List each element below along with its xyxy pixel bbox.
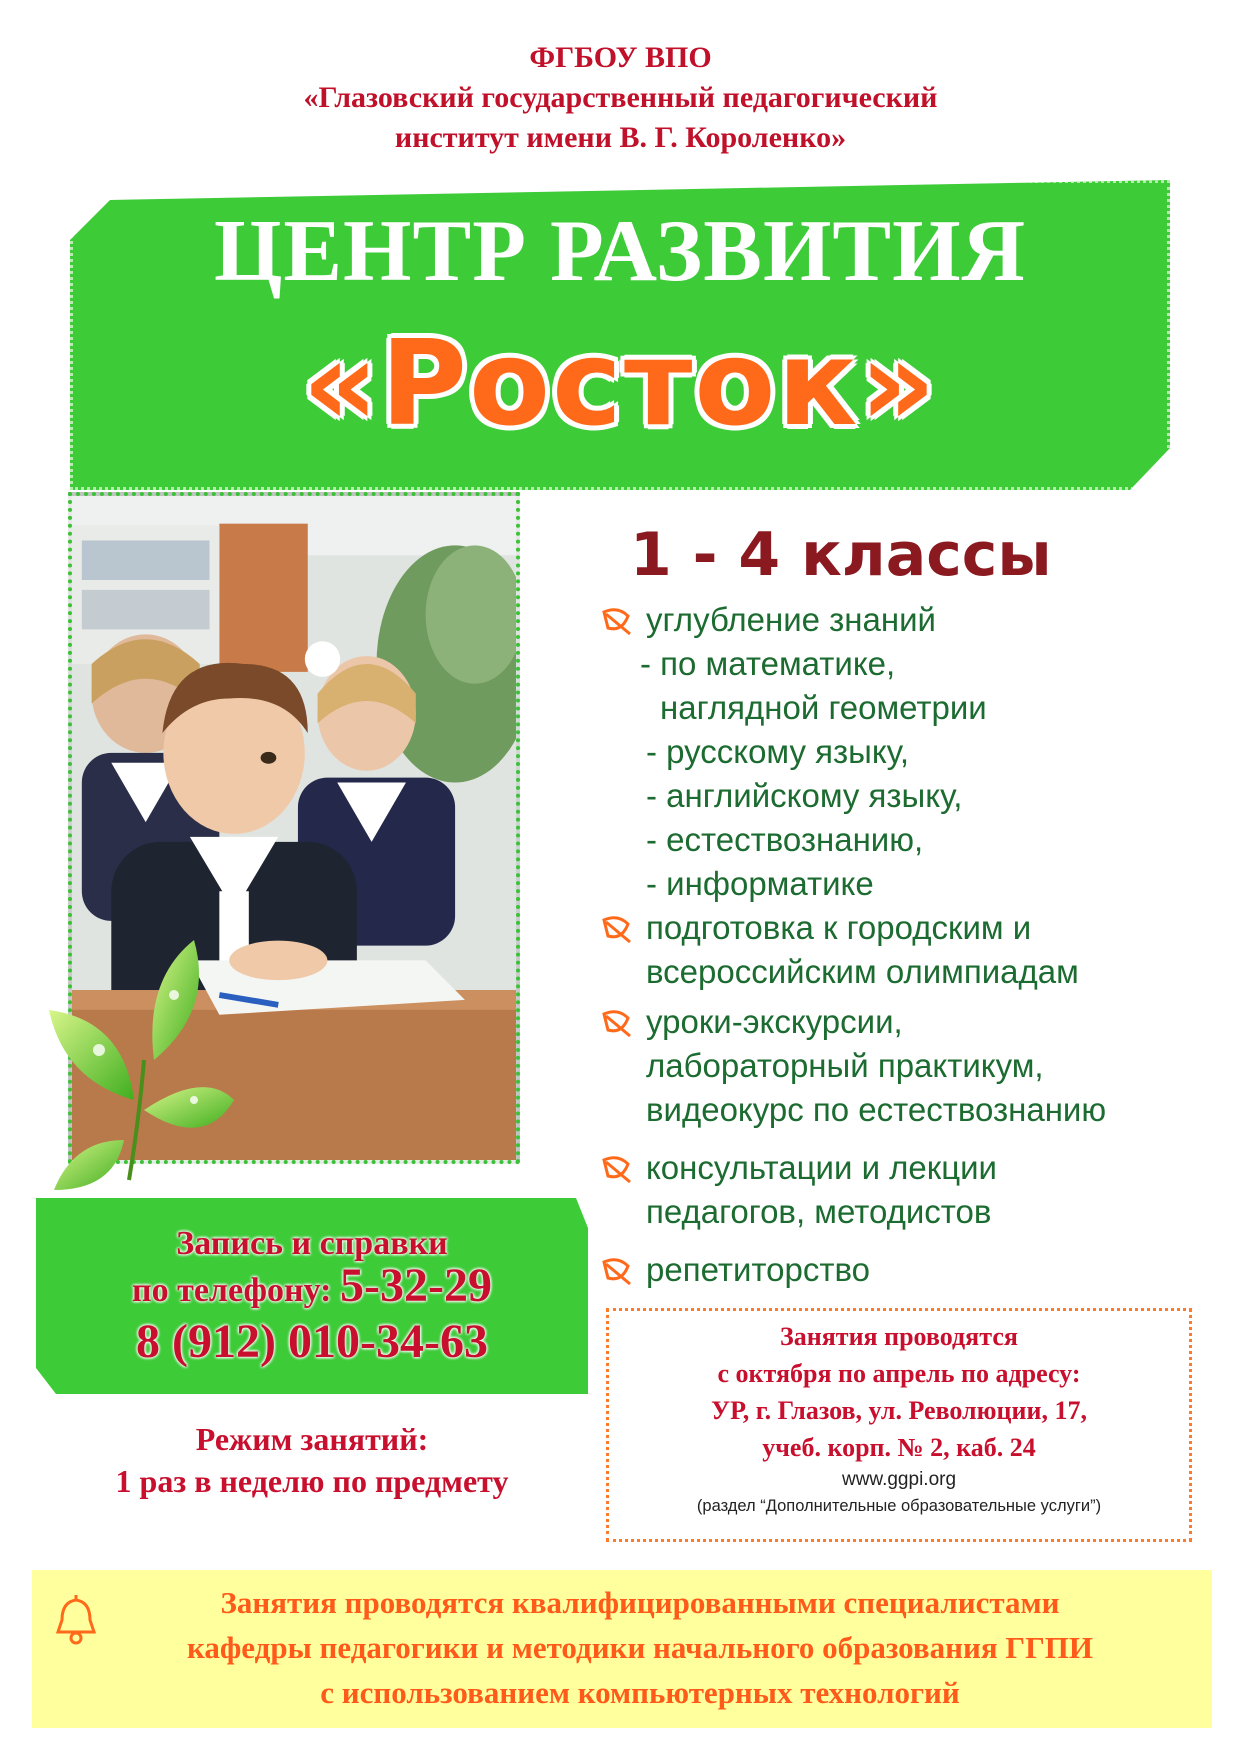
contact-text xyxy=(36,1224,588,1371)
schedule-line-1: Режим занятий: xyxy=(195,1421,429,1457)
green-leaves-decoration xyxy=(44,940,234,1200)
website-section-note: (раздел “Дополнительные образовательные услуги”) xyxy=(696,1497,1102,1515)
notice-line-2: кафедры педагогики и методики начального образования ГГПИ xyxy=(186,1630,1094,1665)
list-sub-item: - информатике xyxy=(646,865,874,902)
contact-line-2 xyxy=(36,1259,588,1313)
list-item-text: уроки-экскурсии, xyxy=(646,1003,903,1040)
list-item-text: лабораторный практикум, xyxy=(646,1047,1044,1084)
notice-line-3: с использованием компьютерных технологий xyxy=(320,1675,960,1710)
institute-line-2: «Глазовский государственный педагогический xyxy=(303,81,938,114)
list-item xyxy=(600,906,1220,994)
address-line-4: учеб. корп. № 2, каб. 24 xyxy=(762,1433,1036,1462)
address-line-1: Занятия проводятся xyxy=(780,1322,1018,1351)
list-item xyxy=(600,1146,1220,1234)
list-item xyxy=(600,1000,1220,1132)
phone-number-mobile[interactable]: 8 (912) 010-34-63 xyxy=(136,1315,488,1368)
list-sub-item: - естествознанию, xyxy=(646,821,924,858)
list-item-text: репетиторство xyxy=(646,1251,870,1288)
leaf-bullet-icon xyxy=(600,1254,634,1288)
institute-line-1: ФГБОУ ВПО xyxy=(529,41,712,74)
services-list xyxy=(600,598,1220,1292)
contact-phone-label: по телефону: xyxy=(132,1272,340,1309)
list-item-text: педагогов, методистов xyxy=(646,1193,992,1230)
address-line-2: с октября по апрель по адресу: xyxy=(717,1359,1081,1388)
institute-line-3: институт имени В. Г. Короленко» xyxy=(394,121,847,154)
list-item-text: консультации и лекции xyxy=(646,1149,997,1186)
list-sub-item: наглядной геометрии xyxy=(660,689,987,726)
phone-number-short[interactable]: 5-32-29 xyxy=(339,1259,492,1312)
address-line-3: УР, г. Глазов, ул. Революции, 17, xyxy=(711,1396,1087,1425)
grades-heading: 1 - 4 классы xyxy=(630,520,1052,590)
list-item xyxy=(600,1248,1220,1292)
notice-text xyxy=(70,1580,1210,1715)
leaf-bullet-icon xyxy=(600,1152,634,1186)
title-line-1: ЦЕНТР РАЗВИТИЯ xyxy=(213,203,1027,300)
list-item xyxy=(600,598,1220,642)
institute-header xyxy=(0,38,1241,158)
list-sub-item: - по математике, xyxy=(640,645,896,682)
notice-line-1: Занятия проводятся квалифицированными специалистами xyxy=(220,1585,1060,1620)
website-link[interactable]: www.ggpi.org xyxy=(841,1469,957,1490)
schedule-line-2: 1 раз в неделю по предмету xyxy=(115,1463,509,1499)
list-sub-item: - русскому языку, xyxy=(646,733,910,770)
list-item-text: подготовка к городским и xyxy=(646,909,1032,946)
list-item-text: видеокурс по естествознанию xyxy=(646,1091,1107,1128)
list-sub-item: - английскому языку, xyxy=(646,777,963,814)
title-line-2: «Росток» xyxy=(302,314,938,452)
leaf-bullet-icon xyxy=(600,604,634,638)
address-text xyxy=(606,1318,1192,1466)
contact-line-1: Запись и справки xyxy=(176,1225,448,1262)
list-item-text: углубление знаний xyxy=(646,601,936,638)
leaf-bullet-icon xyxy=(600,1006,634,1040)
list-item-text: всероссийским олимпиадам xyxy=(646,953,1079,990)
leaf-bullet-icon xyxy=(600,912,634,946)
schedule-info xyxy=(36,1418,588,1502)
